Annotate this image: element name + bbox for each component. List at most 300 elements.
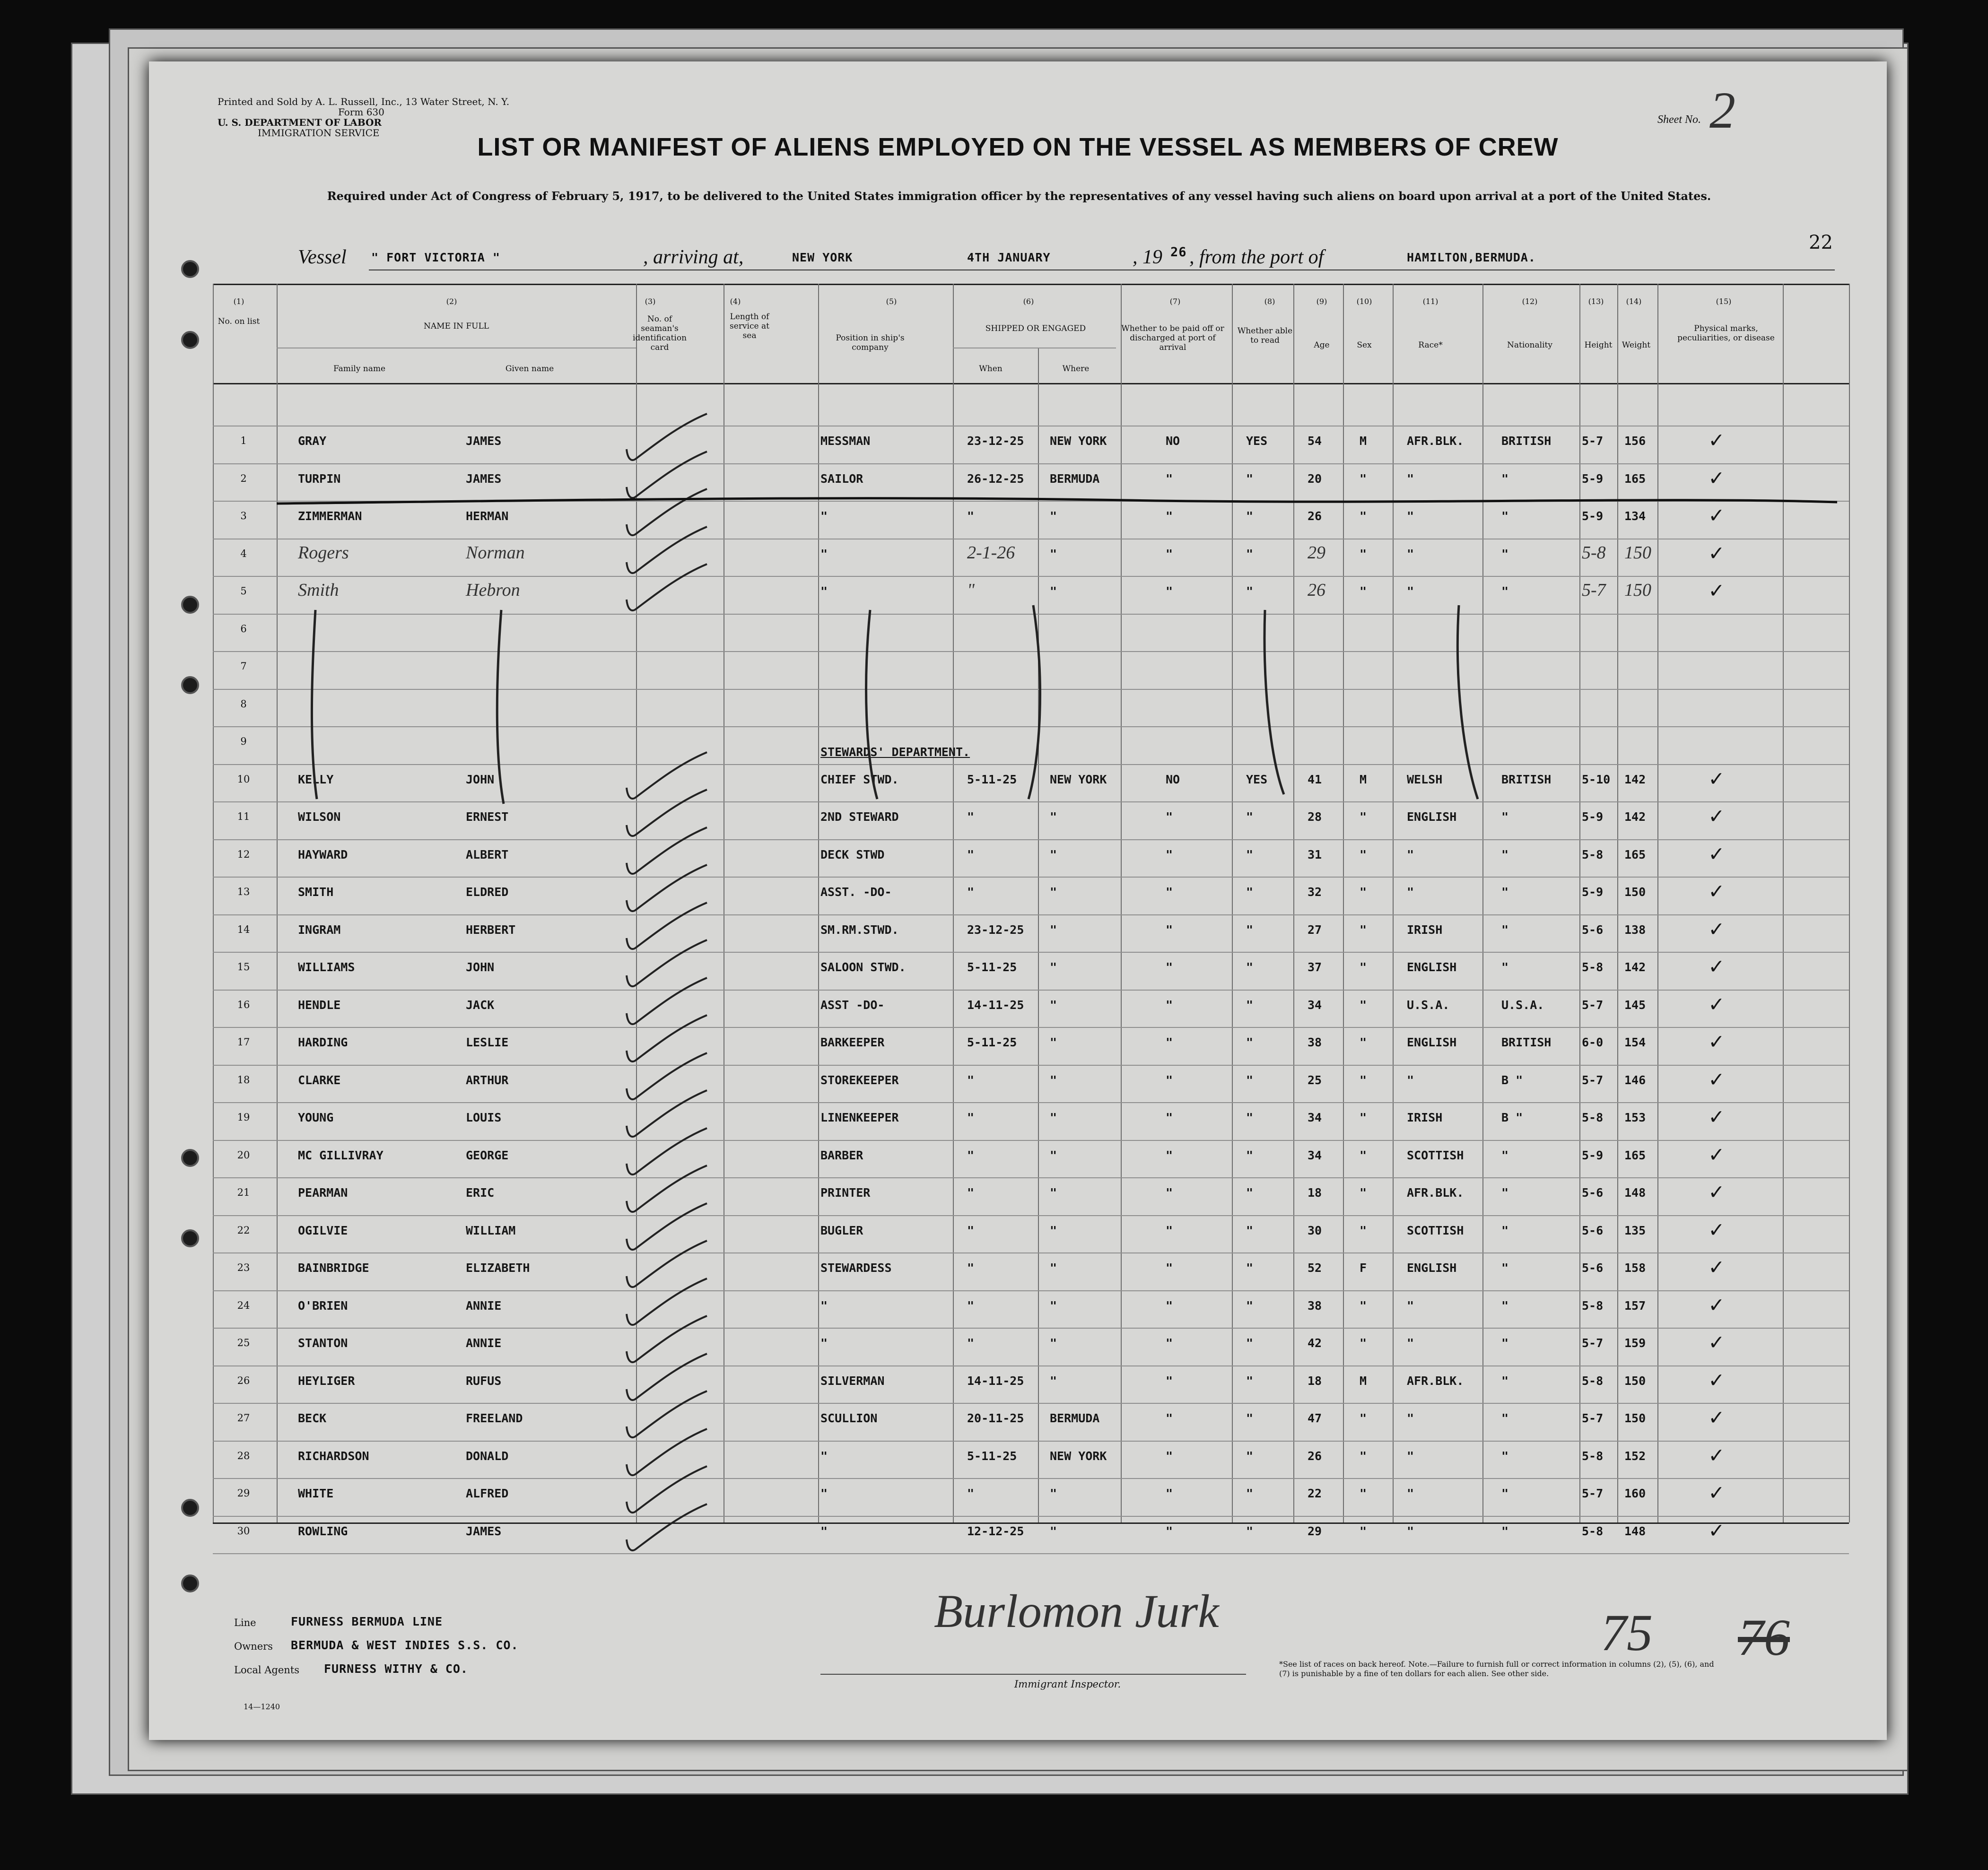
- cell-mark: ✓: [1709, 1178, 1723, 1205]
- table-top-rule: [213, 284, 1849, 285]
- cell-position: ": [820, 1298, 828, 1313]
- cell-where: ": [1050, 1035, 1057, 1049]
- row-number: 22: [237, 1224, 250, 1236]
- row-rule: [213, 1252, 1849, 1253]
- cell-height: 5-9: [1582, 471, 1604, 486]
- cell-when: 23-12-25: [967, 922, 1024, 937]
- column-rule: [213, 284, 214, 1522]
- cell-family: O'BRIEN: [298, 1298, 348, 1313]
- cell-read: YES: [1246, 772, 1268, 786]
- cell-sex: ": [1360, 509, 1367, 523]
- cell-age: 32: [1308, 885, 1322, 899]
- row-rule: [213, 1328, 1849, 1329]
- cell-mark: ✓: [1709, 1291, 1723, 1318]
- cell-position: ASST. -DO-: [820, 885, 892, 899]
- cell-family: CLARKE: [298, 1073, 341, 1087]
- cell-nationality: ": [1501, 1449, 1509, 1463]
- row-rule: [213, 990, 1849, 991]
- cell-race: ": [1407, 885, 1414, 899]
- cell-race: ENGLISH: [1407, 810, 1457, 824]
- cell-nationality: ": [1501, 1148, 1509, 1162]
- col-header-when: When: [979, 364, 1003, 374]
- cell-nationality: BRITISH: [1501, 434, 1552, 448]
- cell-race: ": [1407, 847, 1414, 861]
- arrival-date: 4TH JANUARY: [967, 251, 1051, 264]
- cell-height: 5-6: [1582, 1223, 1604, 1237]
- cell-race: WELSH: [1407, 772, 1443, 786]
- cell-weight: 165: [1624, 1148, 1646, 1162]
- cell-weight: 134: [1624, 509, 1646, 523]
- cell-weight: 138: [1624, 922, 1646, 937]
- cell-age: 34: [1308, 1148, 1322, 1162]
- cell-read: ": [1246, 1374, 1254, 1388]
- cell-weight: 142: [1624, 772, 1646, 786]
- cell-paid: ": [1166, 1073, 1173, 1087]
- cell-when: ": [967, 1298, 975, 1313]
- cell-where: NEW YORK: [1050, 434, 1107, 448]
- cell-race: ": [1407, 509, 1414, 523]
- cell-height: 5-7: [1582, 1411, 1604, 1425]
- printer-credit: Printed and Sold by A. L. Russell, Inc., 13 Water Street, N. Y.: [218, 96, 510, 107]
- cell-mark: ✓: [1709, 915, 1723, 942]
- row-number: 17: [237, 1036, 250, 1048]
- cell-height: 5-8: [1582, 542, 1606, 563]
- cell-age: 26: [1308, 1449, 1322, 1463]
- cell-sex: ": [1360, 1073, 1367, 1087]
- column-rule: [1783, 284, 1784, 1522]
- cell-mark: ✓: [1709, 765, 1723, 791]
- col-num-1: (1): [233, 297, 244, 306]
- cell-paid: ": [1166, 509, 1173, 523]
- cell-family: BAINBRIDGE: [298, 1261, 369, 1275]
- cell-race: ": [1407, 1411, 1414, 1425]
- cell-weight: 160: [1624, 1487, 1646, 1500]
- cell-nationality: ": [1501, 547, 1509, 561]
- sheet-label: Sheet No.: [1657, 113, 1701, 126]
- cell-mark: ✓: [1709, 1140, 1723, 1167]
- cell-race: ": [1407, 1487, 1414, 1500]
- cell-weight: 145: [1624, 998, 1646, 1012]
- col-header-weight: Weight: [1622, 340, 1651, 350]
- cell-age: 42: [1308, 1336, 1322, 1350]
- cell-paid: ": [1166, 1261, 1173, 1275]
- cell-paid: ": [1166, 960, 1173, 974]
- cell-weight: 148: [1624, 1186, 1646, 1200]
- cell-position: SALOON STWD.: [820, 960, 906, 974]
- cell-position: LINENKEEPER: [820, 1111, 899, 1124]
- cell-given: Norman: [466, 542, 525, 563]
- cell-nationality: BRITISH: [1501, 772, 1552, 786]
- cell-age: 37: [1308, 960, 1322, 974]
- cell-when: 2-1-26: [967, 542, 1015, 563]
- cell-sex: ": [1360, 885, 1367, 899]
- cell-family: GRAY: [298, 434, 327, 448]
- cell-family: BECK: [298, 1411, 327, 1425]
- cell-given: FREELAND: [466, 1411, 523, 1425]
- cell-family: Smith: [298, 580, 339, 600]
- cell-paid: ": [1166, 1298, 1173, 1313]
- form-number: Form 630: [338, 106, 384, 118]
- cell-read: ": [1246, 1186, 1254, 1200]
- cell-when: ": [967, 1148, 975, 1162]
- cell-where: ": [1050, 960, 1057, 974]
- cell-when: ": [967, 509, 975, 523]
- col-header-read: Whether able to read: [1237, 326, 1293, 345]
- line-label: Line: [234, 1617, 256, 1628]
- cell-where: ": [1050, 810, 1057, 824]
- manifest-sheet: [149, 61, 1887, 1740]
- col-num-4: (4): [730, 297, 741, 306]
- cell-given: ANNIE: [466, 1336, 502, 1350]
- cell-mark: ✓: [1709, 1441, 1723, 1468]
- cell-race: IRISH: [1407, 1111, 1443, 1124]
- cell-family: ZIMMERMAN: [298, 509, 362, 523]
- cell-height: 5-9: [1582, 1148, 1604, 1162]
- col-num-5: (5): [886, 297, 897, 306]
- row-rule: [213, 1290, 1849, 1291]
- vessel-name: " FORT VICTORIA ": [371, 251, 500, 264]
- year-suffix: 26: [1170, 245, 1187, 260]
- col-header-race: Race*: [1418, 340, 1443, 350]
- cell-mark: ✓: [1709, 502, 1723, 528]
- row-3-strikeout: [277, 487, 1837, 515]
- cell-race: ": [1407, 471, 1414, 486]
- cell-read: ": [1246, 960, 1254, 974]
- cell-read: ": [1246, 1336, 1254, 1350]
- cell-age: 38: [1308, 1035, 1322, 1049]
- cell-mark: ✓: [1709, 577, 1723, 603]
- cell-position: SAILOR: [820, 471, 863, 486]
- cell-height: 5-7: [1582, 1487, 1604, 1500]
- cell-race: SCOTTISH: [1407, 1148, 1464, 1162]
- row-number: 30: [237, 1525, 250, 1537]
- cell-paid: ": [1166, 847, 1173, 861]
- cell-nationality: ": [1501, 1186, 1509, 1200]
- cell-family: WHITE: [298, 1487, 334, 1500]
- cell-nationality: B ": [1501, 1073, 1523, 1087]
- cell-age: 20: [1308, 471, 1322, 486]
- cell-weight: 150: [1624, 1411, 1646, 1425]
- row-number: 13: [237, 886, 250, 897]
- cell-mark: ✓: [1709, 1103, 1723, 1130]
- row-rule: [213, 463, 1849, 464]
- cell-position: ": [820, 1524, 828, 1538]
- cell-paid: ": [1166, 1411, 1173, 1425]
- cell-nationality: ": [1501, 810, 1509, 824]
- cell-sex: ": [1360, 547, 1367, 561]
- cell-nationality: ": [1501, 922, 1509, 937]
- cell-mark: ✓: [1709, 1479, 1723, 1505]
- cell-mark: ✓: [1709, 990, 1723, 1017]
- cell-position: BUGLER: [820, 1223, 863, 1237]
- cell-sex: ": [1360, 1186, 1367, 1200]
- row-rule: [213, 1478, 1849, 1479]
- col-header-marks: Physical marks, peculiarities, or disease: [1677, 324, 1775, 343]
- cell-race: AFR.BLK.: [1407, 1374, 1464, 1388]
- cell-read: ": [1246, 922, 1254, 937]
- col-header-paid: Whether to be paid off or discharged at port of arrival: [1121, 324, 1224, 352]
- cell-where: BERMUDA: [1050, 1411, 1100, 1425]
- row-number: 14: [237, 923, 250, 935]
- cell-given: WILLIAM: [466, 1223, 516, 1237]
- column-rule: [1482, 284, 1483, 1522]
- row-number: 1: [240, 435, 247, 446]
- cell-weight: 157: [1624, 1298, 1646, 1313]
- cell-paid: ": [1166, 1186, 1173, 1200]
- row-number: 29: [237, 1487, 250, 1499]
- cell-family: INGRAM: [298, 922, 341, 937]
- cell-paid: ": [1166, 1487, 1173, 1500]
- cell-weight: 150: [1624, 580, 1651, 600]
- cell-height: 5-9: [1582, 509, 1604, 523]
- row-number: 27: [237, 1412, 250, 1424]
- cell-sex: ": [1360, 810, 1367, 824]
- cell-sex: ": [1360, 922, 1367, 937]
- cell-where: ": [1050, 885, 1057, 899]
- cell-paid: ": [1166, 1223, 1173, 1237]
- cell-paid: ": [1166, 1374, 1173, 1388]
- cell-height: 5-7: [1582, 434, 1604, 448]
- cell-height: 5-6: [1582, 922, 1604, 937]
- cell-age: 38: [1308, 1298, 1322, 1313]
- row-rule: [213, 1027, 1849, 1028]
- cell-nationality: ": [1501, 1411, 1509, 1425]
- cell-height: 5-8: [1582, 1524, 1604, 1538]
- departure-port: HAMILTON,BERMUDA.: [1407, 251, 1536, 264]
- col-header-name: NAME IN FULL: [423, 322, 489, 331]
- cell-position: ": [820, 584, 828, 598]
- cell-given: JAMES: [466, 471, 502, 486]
- binder-hole: [181, 1574, 199, 1592]
- column-rule: [1038, 348, 1039, 1522]
- cell-sex: ": [1360, 471, 1367, 486]
- cell-nationality: ": [1501, 584, 1509, 598]
- row-number: 15: [237, 961, 250, 973]
- cell-race: ": [1407, 547, 1414, 561]
- row-number: 7: [240, 661, 247, 672]
- cell-family: OGILVIE: [298, 1223, 348, 1237]
- cell-sex: ": [1360, 1148, 1367, 1162]
- col-header-age: Age: [1314, 340, 1330, 350]
- form-requirement: Required under Act of Congress of February 5, 1917, to be delivered to the United States immigration officer by the representatives of any vessel having such aliens on board upon arrival at a port of the United States.: [327, 189, 1711, 203]
- cell-read: ": [1246, 1148, 1254, 1162]
- col-header-no: No. on list: [218, 317, 260, 326]
- cell-given: RUFUS: [466, 1374, 502, 1388]
- row-number: 9: [240, 736, 247, 747]
- row-rule: [213, 1403, 1849, 1404]
- tally-a: 75: [1601, 1604, 1653, 1661]
- col-header-given: Given name: [505, 364, 554, 374]
- cell-weight: 135: [1624, 1223, 1646, 1237]
- service-name: IMMIGRATION SERVICE: [258, 127, 380, 139]
- cell-weight: 148: [1624, 1524, 1646, 1538]
- cell-nationality: ": [1501, 1298, 1509, 1313]
- row-rule: [213, 914, 1849, 915]
- cell-height: 5-10: [1582, 772, 1611, 786]
- cell-height: 5-8: [1582, 847, 1604, 861]
- cell-mark: ✓: [1709, 1065, 1723, 1092]
- cell-when: ": [967, 1336, 975, 1350]
- cell-when: ": [967, 1073, 975, 1087]
- cell-when: ": [967, 847, 975, 861]
- cell-height: 5-9: [1582, 885, 1604, 899]
- cell-race: ENGLISH: [1407, 1035, 1457, 1049]
- sheet-number: 2: [1709, 81, 1735, 139]
- cell-nationality: BRITISH: [1501, 1035, 1552, 1049]
- cell-mark: ✓: [1709, 878, 1723, 904]
- cell-read: ": [1246, 847, 1254, 861]
- cell-where: ": [1050, 922, 1057, 937]
- row-number: 6: [240, 623, 247, 635]
- cell-when: 12-12-25: [967, 1524, 1024, 1538]
- cell-position: SCULLION: [820, 1411, 878, 1425]
- cell-family: SMITH: [298, 885, 334, 899]
- cell-where: ": [1050, 1111, 1057, 1124]
- cell-family: HEYLIGER: [298, 1374, 355, 1388]
- cell-position: ": [820, 1336, 828, 1350]
- cell-where: ": [1050, 1223, 1057, 1237]
- cell-weight: 165: [1624, 847, 1646, 861]
- cell-paid: ": [1166, 1035, 1173, 1049]
- cell-mark: ✓: [1709, 1404, 1723, 1430]
- cell-when: 5-11-25: [967, 1035, 1017, 1049]
- cell-weight: 146: [1624, 1073, 1646, 1087]
- cell-weight: 159: [1624, 1336, 1646, 1350]
- cell-given: ERNEST: [466, 810, 509, 824]
- cell-family: HARDING: [298, 1035, 348, 1049]
- column-rule: [1849, 284, 1850, 1522]
- cell-weight: 150: [1624, 885, 1646, 899]
- cell-weight: 165: [1624, 471, 1646, 486]
- column-rule: [1343, 284, 1344, 1522]
- cell-when: ": [967, 810, 975, 824]
- department-name: U. S. DEPARTMENT OF LABOR: [218, 117, 382, 128]
- row-rule: [213, 1177, 1849, 1178]
- cell-race: ": [1407, 1524, 1414, 1538]
- cell-family: RICHARDSON: [298, 1449, 369, 1463]
- row-number: 20: [237, 1149, 250, 1161]
- cell-paid: ": [1166, 584, 1173, 598]
- cell-race: AFR.BLK.: [1407, 1186, 1464, 1200]
- cell-when: ": [967, 1186, 975, 1200]
- cell-nationality: ": [1501, 1374, 1509, 1388]
- cell-age: 25: [1308, 1073, 1322, 1087]
- col-header-idcard: No. of seaman's identification card: [632, 314, 687, 352]
- cell-age: 18: [1308, 1374, 1322, 1388]
- inspector-signature: Burlomon Jurk: [934, 1585, 1219, 1637]
- col-num-8: (8): [1264, 297, 1275, 306]
- cell-read: ": [1246, 810, 1254, 824]
- col-num-7: (7): [1169, 297, 1181, 306]
- cell-sex: ": [1360, 1449, 1367, 1463]
- cell-when: 23-12-25: [967, 434, 1024, 448]
- footer-note: *See list of races on back hereof. Note.—Failure to furnish full or correct information in columns (2), (5), (6), and (7) is punishable by a fine of ten dollars for each alien. See other side.: [1279, 1660, 1714, 1678]
- binder-hole: [181, 1229, 199, 1247]
- table-bottom-rule: [213, 1522, 1849, 1524]
- cell-where: ": [1050, 547, 1057, 561]
- cell-given: ERIC: [466, 1186, 495, 1200]
- cell-read: ": [1246, 547, 1254, 561]
- col-num-3: (3): [645, 297, 656, 306]
- cell-read: ": [1246, 584, 1254, 598]
- owners-label: Owners: [234, 1641, 273, 1652]
- cell-position: ": [820, 1487, 828, 1500]
- cell-when: ": [967, 1487, 975, 1500]
- cell-position: STEWARDS' DEPARTMENT.: [820, 745, 970, 759]
- cell-height: 5-8: [1582, 1449, 1604, 1463]
- cell-where: NEW YORK: [1050, 1449, 1107, 1463]
- column-rule: [1617, 284, 1618, 1522]
- cell-mark: ✓: [1709, 802, 1723, 829]
- cell-given: JOHN: [466, 772, 495, 786]
- cell-age: 34: [1308, 998, 1322, 1012]
- cell-race: IRISH: [1407, 922, 1443, 937]
- cell-when: 20-11-25: [967, 1411, 1024, 1425]
- cell-paid: ": [1166, 885, 1173, 899]
- col-num-14: (14): [1626, 297, 1642, 306]
- cell-position: BARBER: [820, 1148, 863, 1162]
- cell-given: ALBERT: [466, 847, 509, 861]
- cell-age: 27: [1308, 922, 1322, 937]
- cell-where: ": [1050, 1298, 1057, 1313]
- cell-sex: ": [1360, 1223, 1367, 1237]
- footer-form-code: 14—1240: [244, 1702, 280, 1711]
- cell-read: ": [1246, 1035, 1254, 1049]
- cell-paid: ": [1166, 1524, 1173, 1538]
- column-rule: [953, 284, 954, 1522]
- col-num-2: (2): [446, 297, 457, 306]
- cell-nationality: ": [1501, 509, 1509, 523]
- cell-age: 47: [1308, 1411, 1322, 1425]
- row-rule: [213, 1102, 1849, 1103]
- cell-read: ": [1246, 1411, 1254, 1425]
- from-label: , from the port of: [1189, 246, 1324, 268]
- cell-sex: ": [1360, 1524, 1367, 1538]
- agents-value: FURNESS WITHY & CO.: [324, 1662, 468, 1676]
- column-rule: [277, 284, 278, 1522]
- cell-height: 5-6: [1582, 1186, 1604, 1200]
- cell-age: 26: [1308, 509, 1322, 523]
- cell-height: 5-7: [1582, 580, 1606, 600]
- cell-given: ALFRED: [466, 1487, 509, 1500]
- cell-age: 31: [1308, 847, 1322, 861]
- cell-height: 5-6: [1582, 1261, 1604, 1275]
- cell-position: PRINTER: [820, 1186, 871, 1200]
- row-number: 4: [240, 548, 247, 559]
- cell-where: ": [1050, 1374, 1057, 1388]
- cell-race: SCOTTISH: [1407, 1223, 1464, 1237]
- cell-position: 2ND STEWARD: [820, 810, 899, 824]
- cell-when: 14-11-25: [967, 1374, 1024, 1388]
- col-header-service: Length of service at sea: [730, 312, 769, 340]
- cell-weight: 150: [1624, 1374, 1646, 1388]
- page-number: 22: [1809, 232, 1833, 253]
- row-number: 18: [237, 1074, 250, 1086]
- cell-where: ": [1050, 1487, 1057, 1500]
- cell-sex: ": [1360, 584, 1367, 598]
- cell-when: ": [967, 1261, 975, 1275]
- row-rule: [213, 1516, 1849, 1517]
- cell-when: 5-11-25: [967, 1449, 1017, 1463]
- cell-age: 41: [1308, 772, 1322, 786]
- cell-where: ": [1050, 1186, 1057, 1200]
- cell-where: NEW YORK: [1050, 772, 1107, 786]
- idcard-check-mark: [622, 1502, 716, 1558]
- cell-given: JAMES: [466, 434, 502, 448]
- cell-family: PEARMAN: [298, 1186, 348, 1200]
- row-rule: [213, 1215, 1849, 1216]
- cell-position: BARKEEPER: [820, 1035, 885, 1049]
